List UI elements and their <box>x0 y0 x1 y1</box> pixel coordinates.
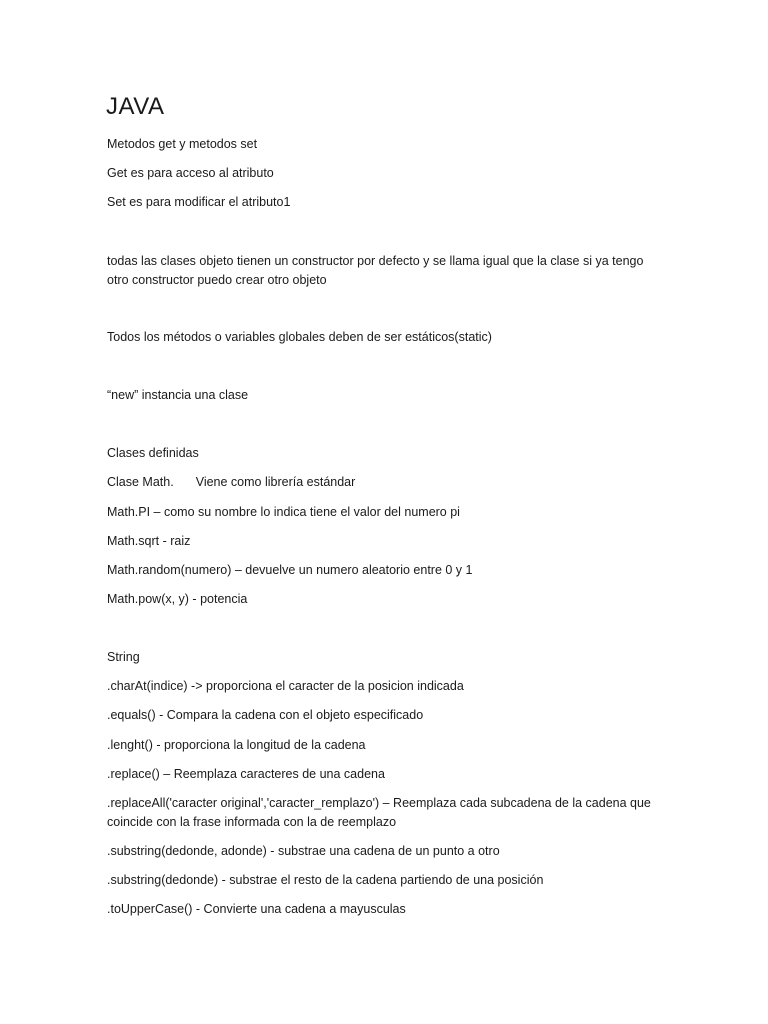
math-class-line <box>107 473 667 492</box>
math-pi-line: Math.PI – como su nombre lo indica tiene el valor del numero pi <box>107 505 460 519</box>
paragraph-new: “new” instancia una clase <box>107 388 249 402</box>
math-pow-line: Math.pow(x, y) - potencia <box>107 592 248 606</box>
intro-line-get-set: Metodos get y metodos set <box>107 137 258 151</box>
math-heading: Clases definidas <box>107 446 199 460</box>
string-substring-start-line: .substring(dedonde) - substrae el resto de la cadena partiendo de una posición <box>107 873 544 887</box>
string-charat-line: .charAt(indice) -> proporciona el caracter de la posicion indicada <box>107 679 464 693</box>
math-class-label: Clase Math. <box>107 475 174 489</box>
string-lenght-line: .lenght() - proporciona la longitud de la cadena <box>107 738 366 752</box>
string-substring-range-line: .substring(dedonde, adonde) - substrae una cadena de un punto a otro <box>107 844 500 858</box>
math-random-line: Math.random(numero) – devuelve un numero aleatorio entre 0 y 1 <box>107 563 473 577</box>
paragraph-constructor: todas las clases objeto tienen un constructor por defecto y se llama igual que la clase si ya tengo otro constructor puedo crear otro objeto <box>107 254 644 287</box>
string-replace-line: .replace() – Reemplaza caracteres de una cadena <box>107 767 385 781</box>
paragraph-static: Todos los métodos o variables globales deben de ser estáticos(static) <box>107 330 492 344</box>
intro-line-set: Set es para modificar el atributo1 <box>107 195 291 209</box>
math-sqrt-line: Math.sqrt - raiz <box>107 534 191 548</box>
intro-line-get: Get es para acceso al atributo <box>107 166 274 180</box>
document-title: JAVA <box>106 93 165 120</box>
string-equals-line: .equals() - Compara la cadena con el objeto especificado <box>107 708 424 722</box>
string-heading: String <box>107 650 140 664</box>
string-replaceall-line: .replaceAll('caracter original','caracter_remplazo') – Reemplaza cada subcadena de la cadena que coincide con la frase informada con la de reemplazo <box>107 796 651 829</box>
string-touppercase-line: .toUpperCase() - Convierte una cadena a mayusculas <box>107 902 406 916</box>
math-class-desc: Viene como librería estándar <box>195 475 356 489</box>
